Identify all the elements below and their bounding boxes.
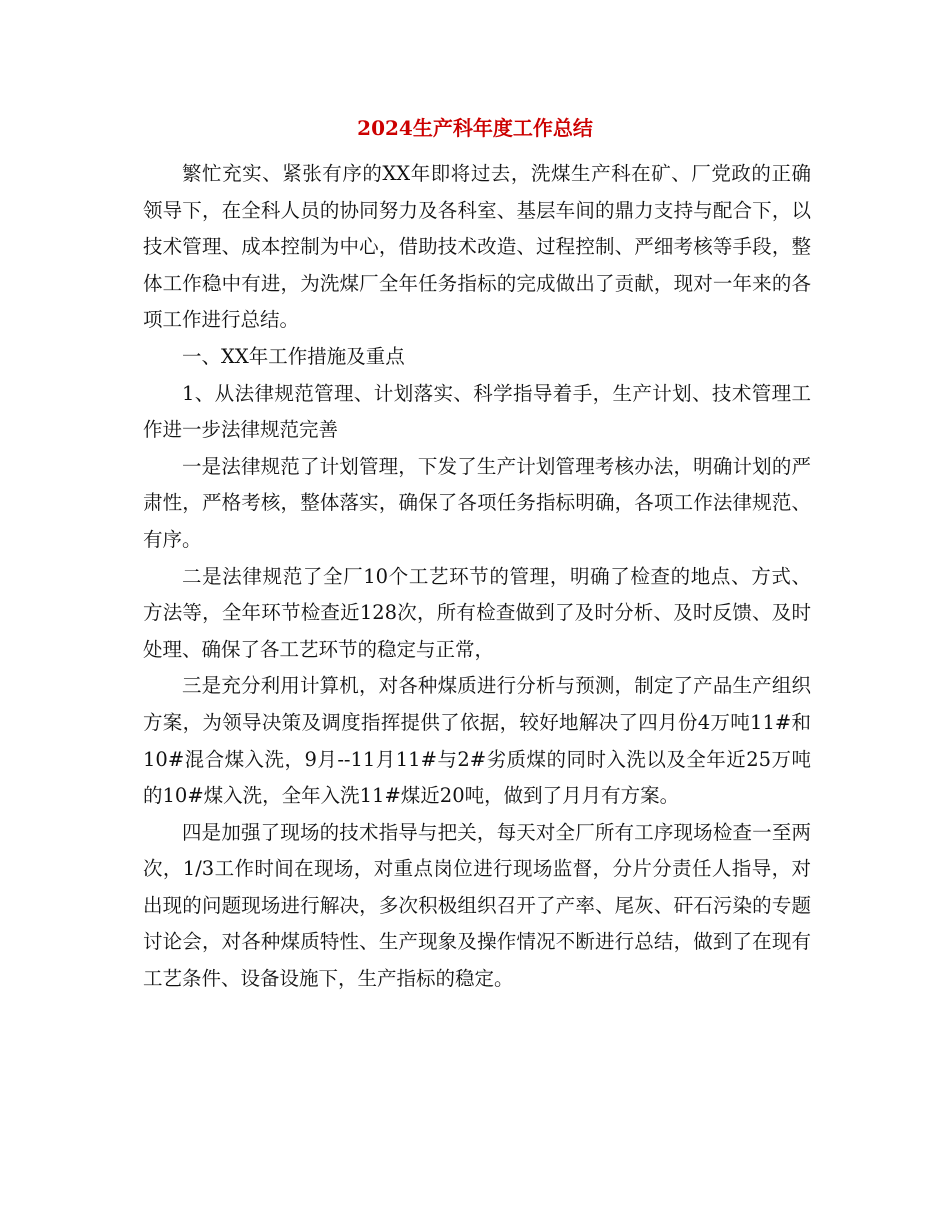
paragraph-item-3: 三是充分利用计算机，对各种煤质进行分析与预测，制定了产品生产组织方案，为领导决策及调度指挥提供了依据，较好地解决了四月份4万吨11#和10#混合煤入洗，9月--11月11#与2#劣质煤的同时入洗以及全年近25万吨的10#煤入洗，全年入洗11#煤近20吨，做到了月月有方案。 bbox=[143, 674, 811, 808]
paragraph-intro: 繁忙充实、紧张有序的XX年即将过去，洗煤生产科在矿、厂党政的正确领导下，在全科人员的协同努力及各科室、基层车间的鼎力支持与配合下，以技术管理、成本控制为中心，借助技术改造、过程控制、严细考核等手段，整体工作稳中有进，为洗煤厂全年任务指标的完成做出了贡献，现对一年来的各项工作进行总结。 bbox=[143, 162, 811, 332]
subsection-heading-1: 1、从法律规范管理、计划落实、科学指导着手，生产计划、技术管理工作进一步法律规范完善 bbox=[143, 381, 811, 442]
section-heading-1: 一、XX年工作措施及重点 bbox=[182, 344, 405, 368]
paragraph-item-1: 一是法律规范了计划管理，下发了生产计划管理考核办法，明确计划的严肃性，严格考核，整体落实，确保了各项任务指标明确，各项工作法律规范、有序。 bbox=[143, 454, 811, 551]
paragraph-item-2: 二是法律规范了全厂10个工艺环节的管理，明确了检查的地点、方式、方法等，全年环节检查近128次，所有检查做到了及时分析、及时反馈、及时处理、确保了各工艺环节的稳定与正常， bbox=[143, 564, 811, 661]
document-body bbox=[143, 156, 811, 998]
paragraph-item-4: 四是加强了现场的技术指导与把关，每天对全厂所有工序现场检查一至两次，1/3工作时间在现场，对重点岗位进行现场监督，分片分责任人指导，对出现的问题现场进行解决，多次积极组织召开了产率、尾灰、矸石污染的专题讨论会，对各种煤质特性、生产现象及操作情况不断进行总结，做到了在现有工艺条件、设备设施下，生产指标的稳定。 bbox=[143, 820, 811, 991]
document-title: 2024生产科年度工作总结 bbox=[357, 116, 593, 140]
